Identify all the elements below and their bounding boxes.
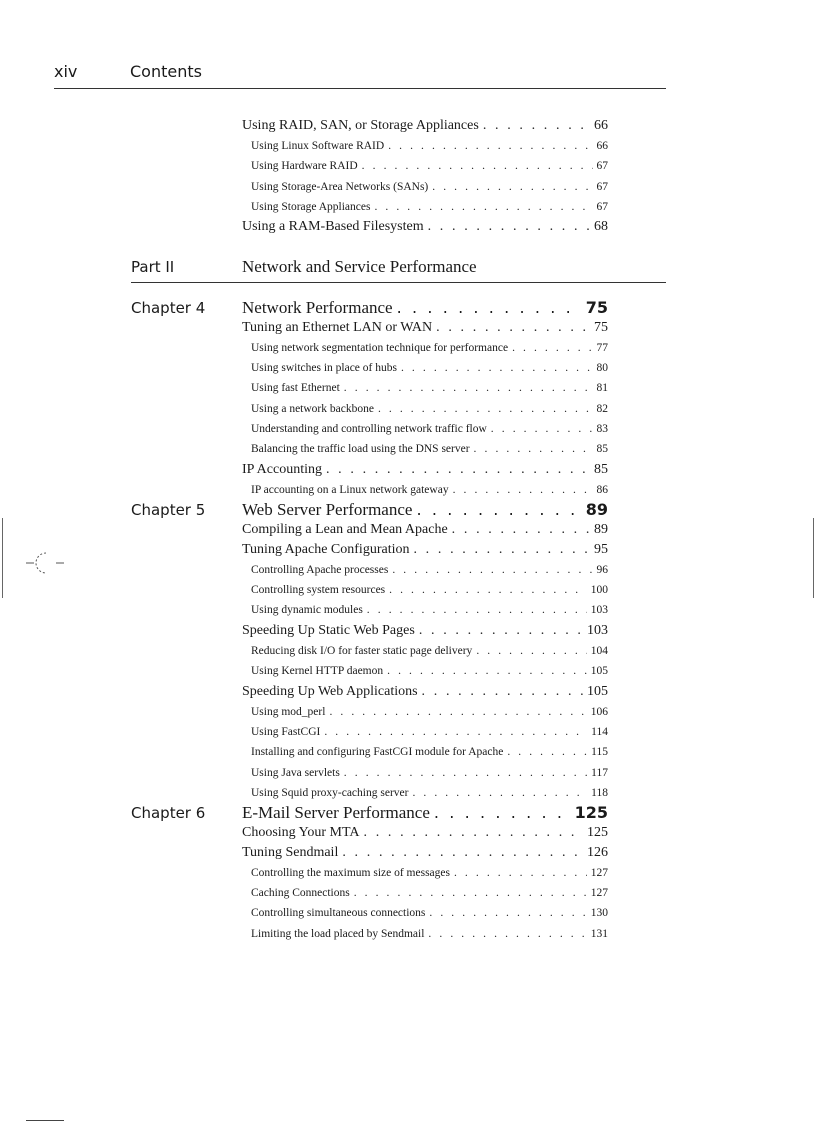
toc-subentry[interactable]: Using dynamic modules . . . 103 (251, 604, 608, 616)
toc-subentry[interactable]: Installing and configuring FastCGI module for Apache . . . 115 (251, 746, 608, 758)
part-label: Part II (131, 258, 175, 276)
toc-subentry[interactable]: IP accounting on a Linux network gateway . . . 86 (251, 484, 608, 496)
toc-entry[interactable]: Speeding Up Static Web Pages . . . 103 (242, 623, 608, 639)
toc-entry[interactable]: Tuning Apache Configuration . . . 95 (242, 542, 608, 558)
toc-subentry[interactable]: Balancing the traffic load using the DNS server . . . 85 (251, 443, 608, 455)
toc-subentry[interactable]: Using Linux Software RAID . . . 66 (251, 140, 608, 152)
toc-subentry[interactable]: Using FastCGI . . . 114 (251, 726, 608, 738)
toc-subentry[interactable]: Using mod_perl . . . 106 (251, 706, 608, 718)
toc-chapter[interactable]: Network Performance . . . 75 (242, 298, 608, 318)
toc-subentry[interactable]: Reducing disk I/O for faster static page delivery . . . 104 (251, 645, 608, 657)
toc-subentry[interactable]: Controlling system resources . . . 100 (251, 584, 608, 596)
part-title[interactable]: Network and Service Performance (242, 257, 477, 276)
toc-entry[interactable]: Speeding Up Web Applications . . . 105 (242, 684, 608, 700)
chapter-label: Chapter 4 (131, 299, 206, 317)
toc-subentry[interactable]: Using Java servlets . . . 117 (251, 767, 608, 779)
toc-subentry[interactable]: Controlling the maximum size of messages . . . 127 (251, 867, 608, 879)
toc-subentry[interactable]: Using Storage Appliances . . . 67 (251, 201, 608, 213)
toc-subentry[interactable]: Using Squid proxy-caching server . . . 118 (251, 787, 608, 799)
toc-subentry[interactable]: Limiting the load placed by Sendmail . . . 131 (251, 928, 608, 940)
toc-entry[interactable]: Choosing Your MTA . . . 125 (242, 825, 608, 841)
chapter-label: Chapter 6 (131, 804, 206, 822)
toc-subentry[interactable]: Using fast Ethernet . . . 81 (251, 382, 608, 394)
toc-subentry[interactable]: Controlling simultaneous connections . . . 130 (251, 907, 608, 919)
toc-subentry[interactable]: Using Kernel HTTP daemon . . . 105 (251, 665, 608, 677)
toc-entry[interactable]: Tuning Sendmail . . . 126 (242, 845, 608, 861)
toc-chapter[interactable]: E-Mail Server Performance . . . 125 (242, 803, 608, 823)
registration-mark-icon (26, 550, 66, 576)
crop-mark-left (2, 518, 3, 598)
toc-subentry[interactable]: Using Hardware RAID . . . 67 (251, 160, 608, 172)
toc-subentry[interactable]: Controlling Apache processes . . . 96 (251, 564, 608, 576)
crop-mark-bottom (26, 1120, 64, 1121)
header-title: Contents (130, 62, 202, 81)
toc-subentry[interactable]: Using a network backbone . . . 82 (251, 403, 608, 415)
toc-entry[interactable]: Tuning an Ethernet LAN or WAN . . . 75 (242, 320, 608, 336)
toc-subentry[interactable]: Caching Connections . . . 127 (251, 887, 608, 899)
toc-entry[interactable]: Compiling a Lean and Mean Apache . . . 89 (242, 522, 608, 538)
toc-subentry[interactable]: Using switches in place of hubs . . . 80 (251, 362, 608, 374)
toc-subentry[interactable]: Using network segmentation technique for performance . . . 77 (251, 342, 608, 354)
toc-entry[interactable]: Using RAID, SAN, or Storage Appliances . . . 66 (242, 118, 608, 134)
toc-subentry[interactable]: Understanding and controlling network traffic flow . . . 83 (251, 423, 608, 435)
running-header (54, 62, 666, 89)
toc-chapter[interactable]: Web Server Performance . . . 89 (242, 500, 608, 520)
chapter-label: Chapter 5 (131, 501, 206, 519)
crop-mark-right (813, 518, 814, 598)
toc-entry[interactable]: IP Accounting . . . 85 (242, 462, 608, 478)
page-number: xiv (54, 62, 78, 81)
part-divider (131, 282, 666, 283)
toc-entry[interactable]: Using a RAM-Based Filesystem . . . 68 (242, 219, 608, 235)
toc-subentry[interactable]: Using Storage-Area Networks (SANs) . . . 67 (251, 181, 608, 193)
